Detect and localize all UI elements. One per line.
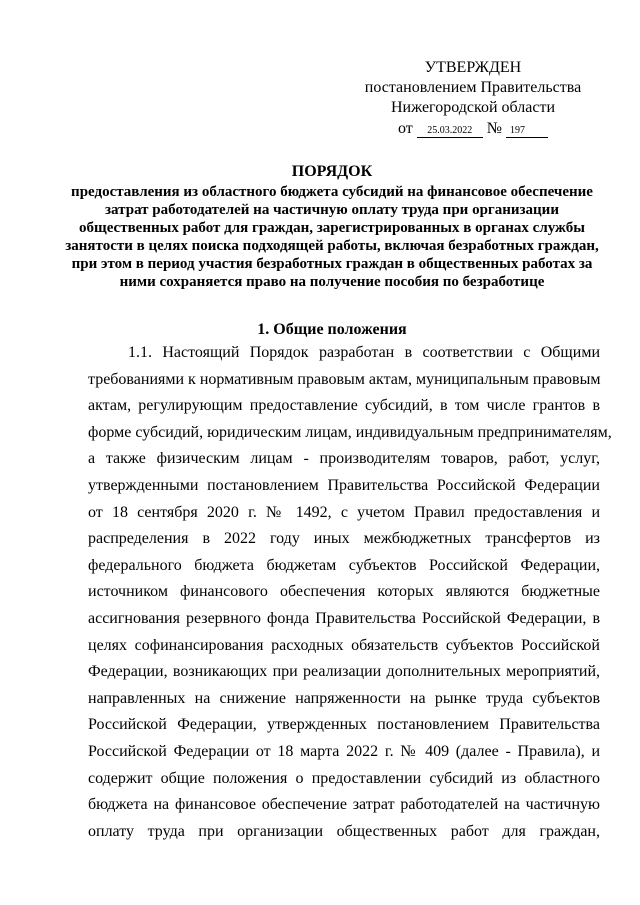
text-line: содержит общие положения о предоставлении субсидий из областного [88, 769, 600, 787]
approval-line-1: постановлением Правительства [364, 79, 582, 96]
text-line: 1.1. Настоящий Порядок разработан в соответствии с Общими [128, 344, 600, 361]
text-line: Федерации, возникающих при реализации дополнительных мероприятий, [88, 663, 600, 681]
text-line: источником финансового обеспечения которых являются бюджетные [88, 583, 600, 601]
section-title: 1. Общие положения [257, 321, 407, 338]
text-line: Российской Федерации, утвержденных постановлением Правительства [88, 716, 600, 734]
text-line: от 18 сентября 2020 г. № 1492, с учетом Правил предоставления и [88, 503, 600, 521]
text-line: Российской Федерации от 18 марта 2022 г. № 409 (далее - Правила), и [88, 742, 600, 760]
approval-date: 25.03.2022 [417, 124, 483, 138]
text-line: федерального бюджета бюджетам субъектов Российской Федерации, [88, 556, 600, 574]
text-line: бюджета на финансовое обеспечение затрат работодателей на частичную [88, 796, 600, 814]
approved-label: УТВЕРЖДЕН [424, 59, 522, 76]
text-line: утвержденными постановлением Правительства Российской Федерации [88, 476, 600, 494]
number-label: № [486, 120, 503, 137]
approval-stamp [358, 58, 588, 139]
text-line: распределения в 2022 году иных межбюджетных трансфертов из [88, 530, 600, 548]
text-line: форме субсидий, юридическим лицам, индивидуальным предпринимателям, [88, 423, 612, 441]
document-subtitle: предоставления из областного бюджета субсидий на финансовое обеспечение затрат работодателей на частичную оплату труда при организации общественных работ для граждан, зарегистрированных в органах службы занятости в целях поиска подходящей работы, включая безработных граждан, при этом в период участия безработных граждан в общественных работах за ними сохраняется право на получение пособия по безработице [65, 184, 599, 290]
approval-number: 197 [506, 124, 548, 138]
approval-date-line [358, 119, 588, 139]
text-line: направленных на снижение напряженности на рынке труда субъектов [88, 689, 600, 707]
text-line: оплату труда при организации общественных работ для граждан, [88, 822, 600, 840]
text-line: ассигнования резервного фонда Правительства Российской Федерации, в [88, 609, 600, 627]
document-title: ПОРЯДОК [291, 163, 373, 180]
body-paragraph [88, 340, 612, 845]
approval-line-2: Нижегородской области [390, 99, 555, 116]
text-line: актам, регулирующим предоставление субсидий, в том числе грантов в [88, 397, 600, 415]
from-label: от [397, 120, 413, 137]
text-line: а также физическим лицам - производителям товаров, работ, услуг, [88, 450, 600, 468]
text-line: требованиями к нормативным правовым актам, муниципальным правовым [88, 370, 601, 388]
text-line: целях софинансирования расходных обязательств субъектов Российской [88, 636, 600, 654]
document-heading [64, 163, 600, 291]
